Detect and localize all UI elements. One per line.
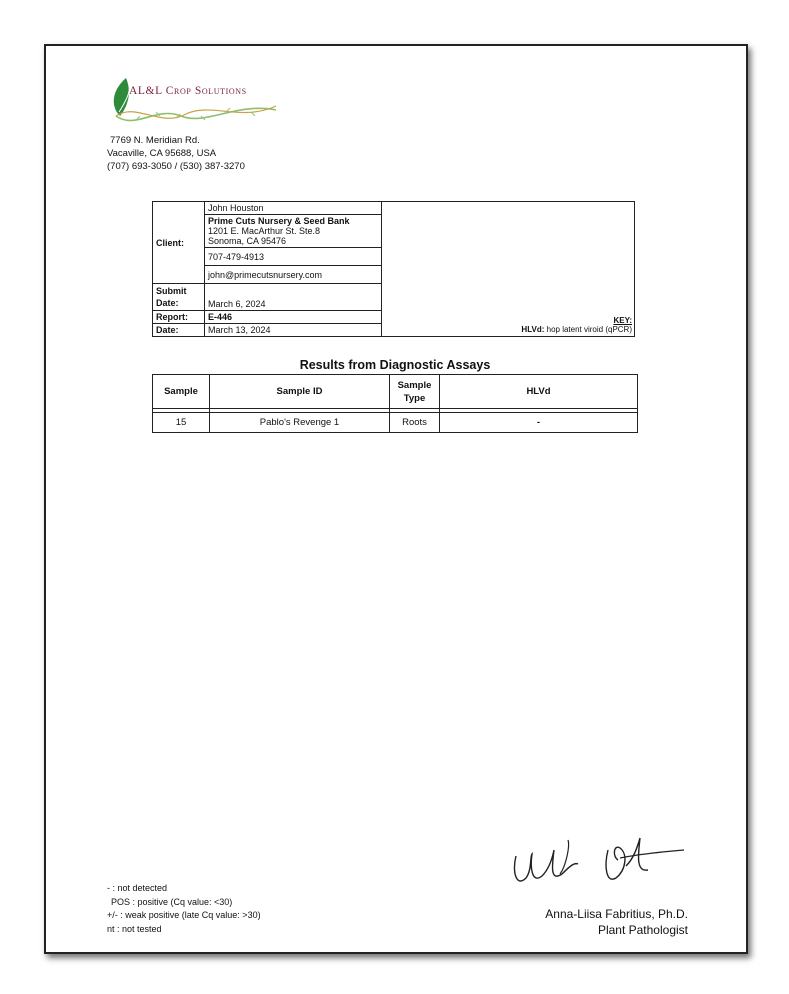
report-date: March 13, 2024 <box>205 324 382 337</box>
submit-label <box>153 284 205 311</box>
signature-image <box>508 826 688 896</box>
company-name: AL&L Crop Solutions <box>129 85 247 97</box>
key-title: KEY: <box>613 316 632 325</box>
row-hlvd: - <box>440 413 638 433</box>
header-hlvd: HLVd <box>440 375 638 409</box>
client-company: Prime Cuts Nursery & Seed Bank <box>208 216 350 226</box>
legend-item: - : not detected <box>107 883 168 893</box>
row-sample-id: Pablo's Revenge 1 <box>210 413 390 433</box>
legend-item: +/- : weak positive (late Cq value: >30) <box>107 910 261 920</box>
key-entry <box>384 325 632 334</box>
date-label: Date: <box>153 324 205 337</box>
client-phone: 707-479-4913 <box>205 248 382 266</box>
header-sample: Sample <box>153 375 210 409</box>
key-abbr: HLVd: <box>521 325 545 334</box>
row-type: Roots <box>390 413 440 433</box>
submit-date: March 6, 2024 <box>205 284 382 311</box>
client-street: 1201 E. MacArthur St. Ste.8 <box>208 226 321 236</box>
legend-item: nt : not tested <box>107 923 162 934</box>
client-city: Sonoma, CA 95476 <box>208 236 287 246</box>
legend <box>107 882 261 936</box>
company-address <box>107 134 245 173</box>
submit-label-line2: Date: <box>156 298 179 308</box>
report-page <box>44 44 748 954</box>
signer-title: Plant Pathologist <box>597 923 688 937</box>
client-email: john@primecutsnursery.com <box>205 266 382 284</box>
client-info-table <box>152 201 635 337</box>
row-sample: 15 <box>153 413 210 433</box>
client-address <box>205 215 382 248</box>
address-phones: (707) 693-3050 / (530) 387-3270 <box>107 161 245 172</box>
client-label: Client: <box>153 202 205 284</box>
legend-item: POS : positive (Cq value: <30) <box>111 896 233 907</box>
header-sample-id: Sample ID <box>210 375 390 409</box>
header-type-line2: Type <box>403 392 426 404</box>
report-label: Report: <box>153 311 205 324</box>
submit-label-line1: Submit <box>156 286 187 296</box>
client-contact: John Houston <box>205 202 382 215</box>
address-city: Vacaville, CA 95688, USA <box>107 148 217 159</box>
key-desc: hop latent viroid (qPCR) <box>546 325 632 334</box>
results-table <box>152 374 638 433</box>
address-street: 7769 N. Meridian Rd. <box>110 135 200 146</box>
signer-name: Anna-Liisa Fabritius, Ph.D. <box>545 907 688 921</box>
header-sample-type <box>390 375 440 409</box>
key-cell <box>382 202 635 337</box>
report-number: E-446 <box>205 311 382 324</box>
table-row <box>153 413 638 433</box>
header-type-line1: Sample <box>397 379 432 391</box>
company-logo <box>106 72 286 132</box>
results-title: Results from Diagnostic Assays <box>299 358 491 372</box>
signer-block <box>545 906 688 938</box>
